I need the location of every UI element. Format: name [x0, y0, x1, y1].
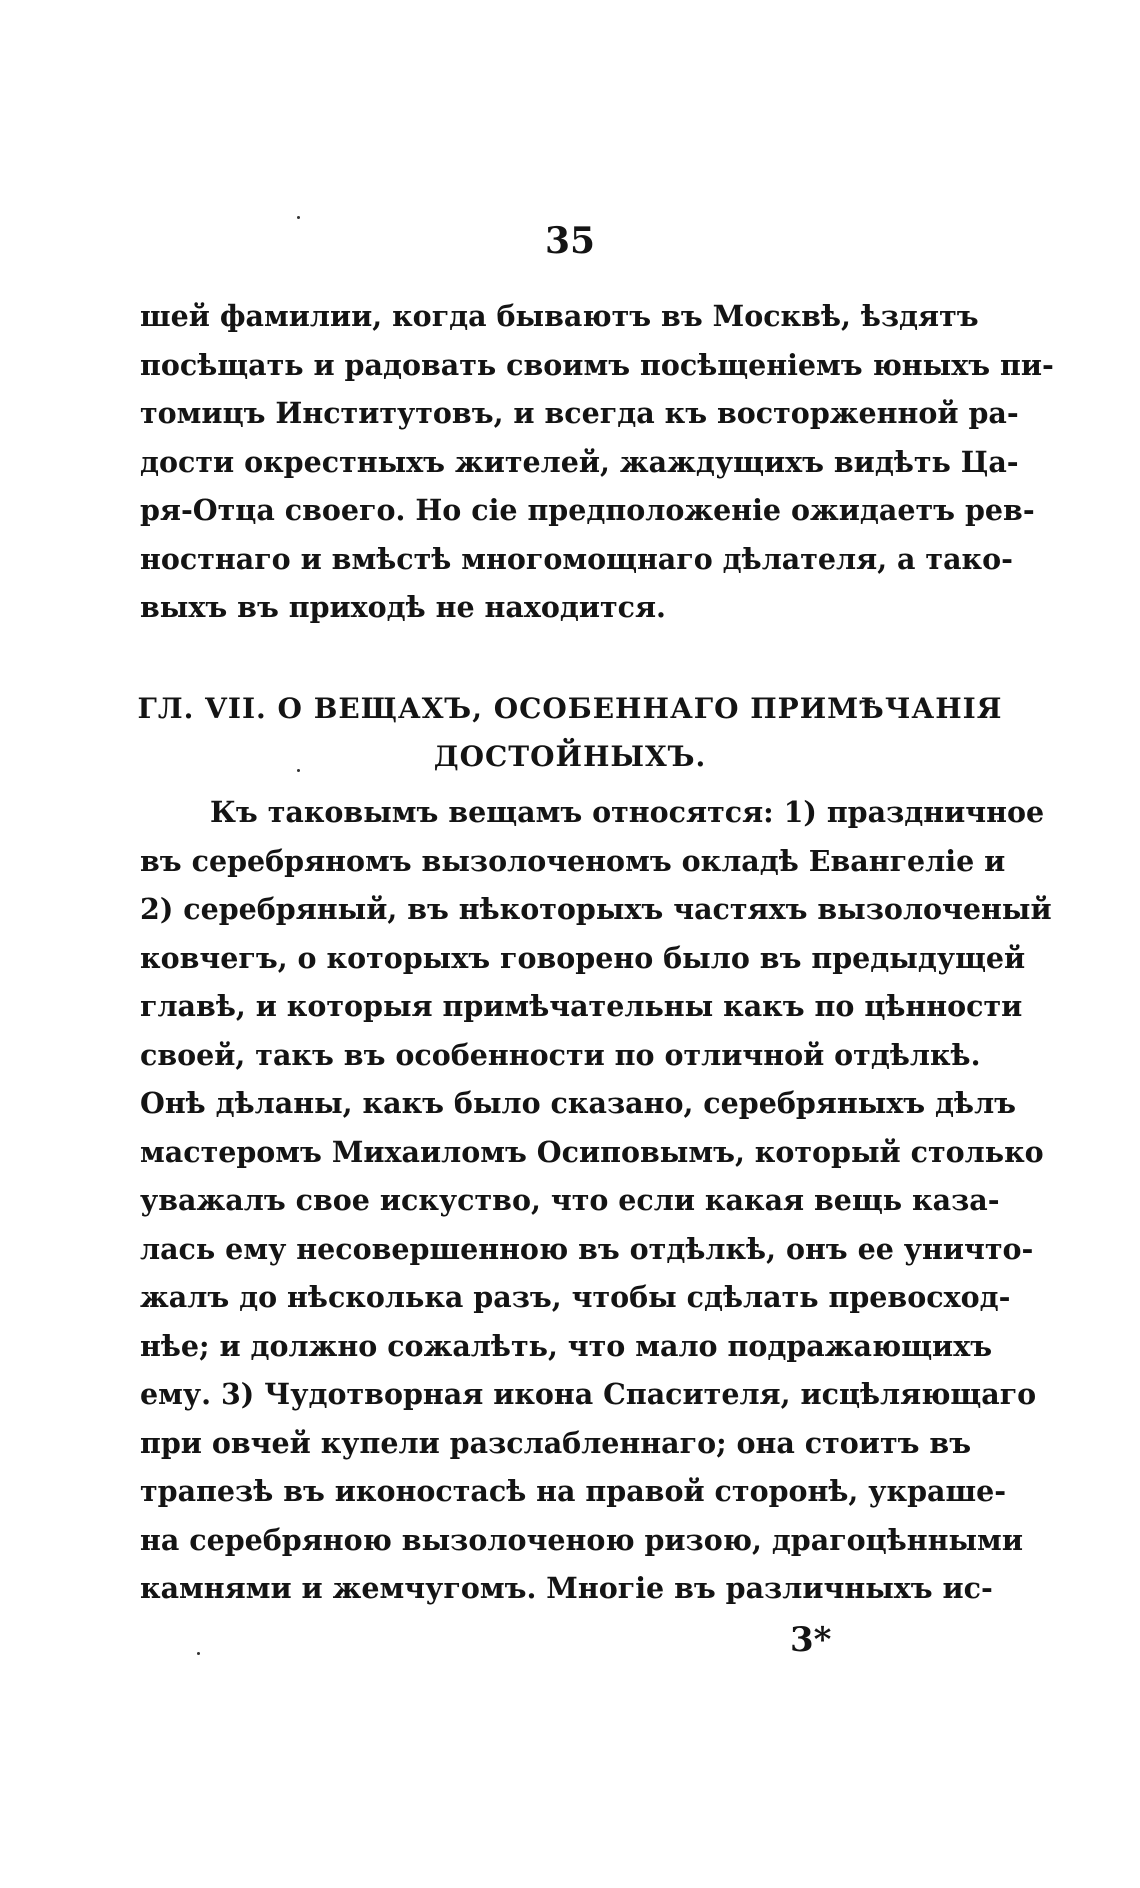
text-line: Къ таковымъ вещамъ относятся: 1) праздничное [210, 795, 1045, 829]
text-line: дости окрестныхъ жителей, жаждущихъ видѣть Ца- [140, 444, 1019, 479]
text-line: главѣ, и которыя примѣчательны какъ по цѣнности [140, 989, 1023, 1023]
chapter-heading-line-2: ДОСТОЙНЫХЪ. [433, 740, 707, 773]
print-speck [297, 769, 300, 772]
text-line: мастеромъ Михаиломъ Осиповымъ, который столько [140, 1134, 1044, 1169]
text-line: въ серебряномъ вызолоченомъ окладѣ Евангеліе и [140, 843, 1006, 878]
page-number: 35 [544, 220, 596, 262]
text-line: посѣщать и радовать своимъ посѣщеніемъ юныхъ пи- [140, 347, 1054, 382]
text-line: Онѣ дѣланы, какъ было сказано, серебряныхъ дѣлъ [140, 1086, 1017, 1120]
text-line: нѣе; и должно сожалѣть, что мало подражающихъ [140, 1328, 993, 1363]
text-line: ностнаго и вмѣстѣ многомощнаго дѣлателя, а тако- [140, 541, 1013, 576]
text-line: трапезѣ въ иконостасѣ на правой сторонѣ, украше- [140, 1474, 1007, 1508]
text-line: шей фамилии, когда бываютъ въ Москвѣ, ѣздятъ [140, 299, 979, 333]
text-line: на серебряною вызолоченою ризою, драгоцѣнными [140, 1522, 1023, 1557]
text-line: выхъ въ приходѣ не находится. [140, 590, 666, 624]
text-line: уважалъ свое искуство, что если какая вещь каза- [140, 1183, 1000, 1217]
print-speck [197, 1652, 200, 1655]
text-line: ря-Отца своего. Но сіе предположеніе ожидаетъ рев- [140, 493, 1035, 527]
paragraph-2 [140, 788, 1052, 1613]
chapter-heading-line-1: ГЛ. VII. О ВЕЩАХЪ, ОСОБЕННАГО ПРИМѢЧАНІЯ [137, 692, 1003, 725]
paragraph-1 [140, 292, 1054, 632]
text-line: своей, такъ въ особенности по отличной отдѣлкѣ. [140, 1037, 981, 1072]
text-line: камнями и жемчугомъ. Многіе въ различныхъ ис- [140, 1571, 993, 1605]
text-line: ему. 3) Чудотворная икона Спасителя, исцѣляющаго [140, 1377, 1037, 1411]
text-line: томицъ Институтовъ, и всегда къ восторженной ра- [140, 396, 1019, 430]
text-line: жалъ до нѣсколька разъ, чтобы сдѣлать превосход- [140, 1280, 1011, 1314]
text-line: ковчегъ, о которыхъ говорено было въ предыдущей [140, 940, 1026, 975]
text-line: лась ему несовершенною въ отдѣлкѣ, онъ ее уничто- [140, 1231, 1034, 1266]
signature-mark: 3* [790, 1620, 832, 1660]
text-line: 2) серебряный, въ нѣкоторыхъ частяхъ вызолоченый [140, 892, 1052, 926]
text-line: при овчей купели разслабленнаго; она стоитъ въ [140, 1425, 972, 1460]
chapter-heading [0, 685, 1140, 781]
print-speck [297, 216, 300, 219]
